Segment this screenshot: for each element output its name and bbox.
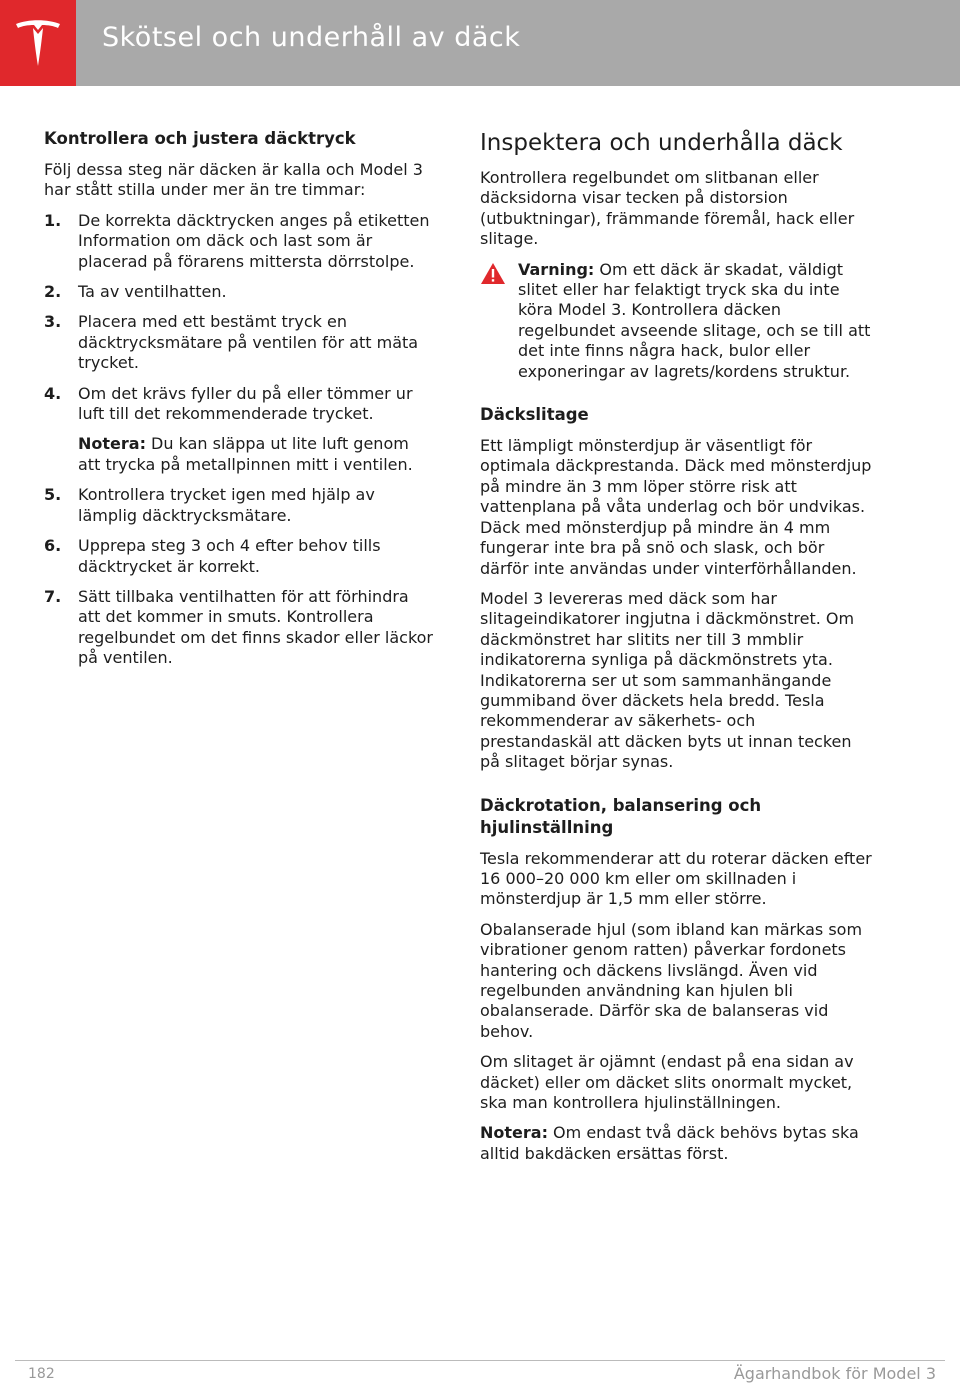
section-heading-inspect: Inspektera och underhålla däck (480, 130, 843, 156)
step-text: Ta av ventilhatten. (78, 282, 227, 302)
list-item (44, 312, 436, 373)
tesla-logo-icon (14, 18, 62, 68)
right-column (480, 128, 872, 1174)
page-header (0, 0, 960, 86)
rotation-paragraph-2: Obalanserade hjul (som ibland kan märkas som vibrationer genom ratten) påverkar fordonets hantering och däckens livslängd. Även vid regelbunden användning kan hjulen bli obalanserade. Därför ska de balanseras vid behov. (480, 919, 863, 1041)
list-item (44, 282, 436, 302)
note-label: Notera: (480, 1123, 548, 1143)
footer-title: Ägarhandbok för Model 3 (733, 1364, 936, 1383)
step-text: Upprepa steg 3 och 4 efter behov tills däcktrycket är korrekt. (78, 536, 381, 576)
step-number: 3. (44, 312, 62, 332)
step-number: 5. (44, 485, 62, 505)
warning-text: Om ett däck är skadat, väldigt slitet eller har felaktigt tryck ska du inte köra Model 3. Kontrollera däcken regelbundet avseende slitage, och se till att det inte finns några hack, bulor eller exponeringar av lagrets/kordens struktur. (518, 259, 871, 381)
list-item (44, 211, 436, 272)
note (44, 434, 436, 475)
section-heading-tire-pressure: Kontrollera och justera däcktryck (44, 129, 356, 148)
intro-paragraph: Kontrollera regelbundet om slitbanan eller däcksidorna visar tecken på distorsion (utbuktningar), främmande föremål, hack eller slitage. (480, 168, 855, 249)
note (480, 1123, 872, 1164)
note-text: Om endast två däck behövs bytas ska alltid bakdäcken ersättas först. (480, 1123, 859, 1163)
warning-label: Varning: (518, 259, 595, 279)
page-number: 182 (28, 1366, 55, 1382)
note-label: Notera: (78, 434, 146, 454)
step-text: Kontrollera trycket igen med hjälp av lämplig däcktrycksmätare. (78, 485, 375, 525)
list-item (44, 384, 436, 425)
step-text: Placera med ett bestämt tryck en däcktrycksmätare på ventilen för att mäta trycket. (78, 312, 419, 373)
footer-divider (15, 1360, 945, 1361)
steps-list-continued (44, 485, 436, 668)
intro-paragraph: Följ dessa steg när däcken är kalla och Model 3 har stått stilla under mer än tre timmar: (44, 160, 423, 200)
left-column (44, 128, 436, 679)
step-number: 6. (44, 536, 62, 556)
steps-list (44, 211, 436, 425)
step-text: Om det krävs fyller du på eller tömmer ur luft till det rekommenderade trycket. (78, 383, 413, 424)
rotation-paragraph-3: Om slitaget är ojämnt (endast på ena sidan av däcket) eller om däcket slits onormalt mycket, ska man kontrollera hjulinställningen. (480, 1052, 854, 1113)
list-item (44, 587, 436, 669)
wear-paragraph-1: Ett lämpligt mönsterdjup är väsentligt för optimala däckprestanda. Däck med mönsterdjup på mindre än 3 mm löper större risk att vattenplana på våta underlag och bör undvikas. Däck med mönsterdjup på mindre än 4 mm fungerar inte bra på snö och slask, och bör därför inte användas under vinterförhållanden. (480, 436, 872, 578)
list-item (44, 536, 436, 577)
section-heading-wear: Däckslitage (480, 405, 589, 425)
section-heading-rotation: Däckrotation, balansering och hjulinställning (480, 795, 762, 837)
warning-box (480, 260, 872, 382)
page-title: Skötsel och underhåll av däck (102, 22, 521, 53)
step-text: De korrekta däcktrycken anges på etiketten Information om däck och last som är placerad på förarens mittersta dörrstolpe. (78, 210, 430, 271)
logo-box (0, 0, 76, 86)
step-number: 1. (44, 210, 62, 230)
step-text: Sätt tillbaka ventilhatten för att förhindra att det kommer in smuts. Kontrollera regelbundet om det finns skador eller läckor på ventilen. (78, 586, 433, 668)
note-text: Du kan släppa ut lite luft genom att trycka på metallpinnen mitt i ventilen. (78, 434, 413, 474)
warning-triangle-icon (480, 262, 506, 285)
step-number: 7. (44, 586, 62, 606)
wear-paragraph-2: Model 3 levereras med däck som har slitageindikatorer ingjutna i däckmönstret. Om däckmönstret har slitits ner till 3 mmblir indikatorerna synliga på däckmönstrets yta. Indikatorerna ser ut som sammanhängande gummiband över däckets hela bredd. Tesla rekommenderar av säkerhets- och prestandaskäl att däcken byts ut innan tecken på slitaget börjar synas. (480, 588, 855, 772)
rotation-paragraph-1: Tesla rekommenderar att du roterar däcken efter 16 000–20 000 km eller om skillnaden i mönsterdjup är 1,5 mm eller större. (480, 848, 872, 909)
step-number: 2. (44, 282, 62, 302)
step-number: 4. (44, 383, 62, 403)
list-item (44, 485, 436, 526)
